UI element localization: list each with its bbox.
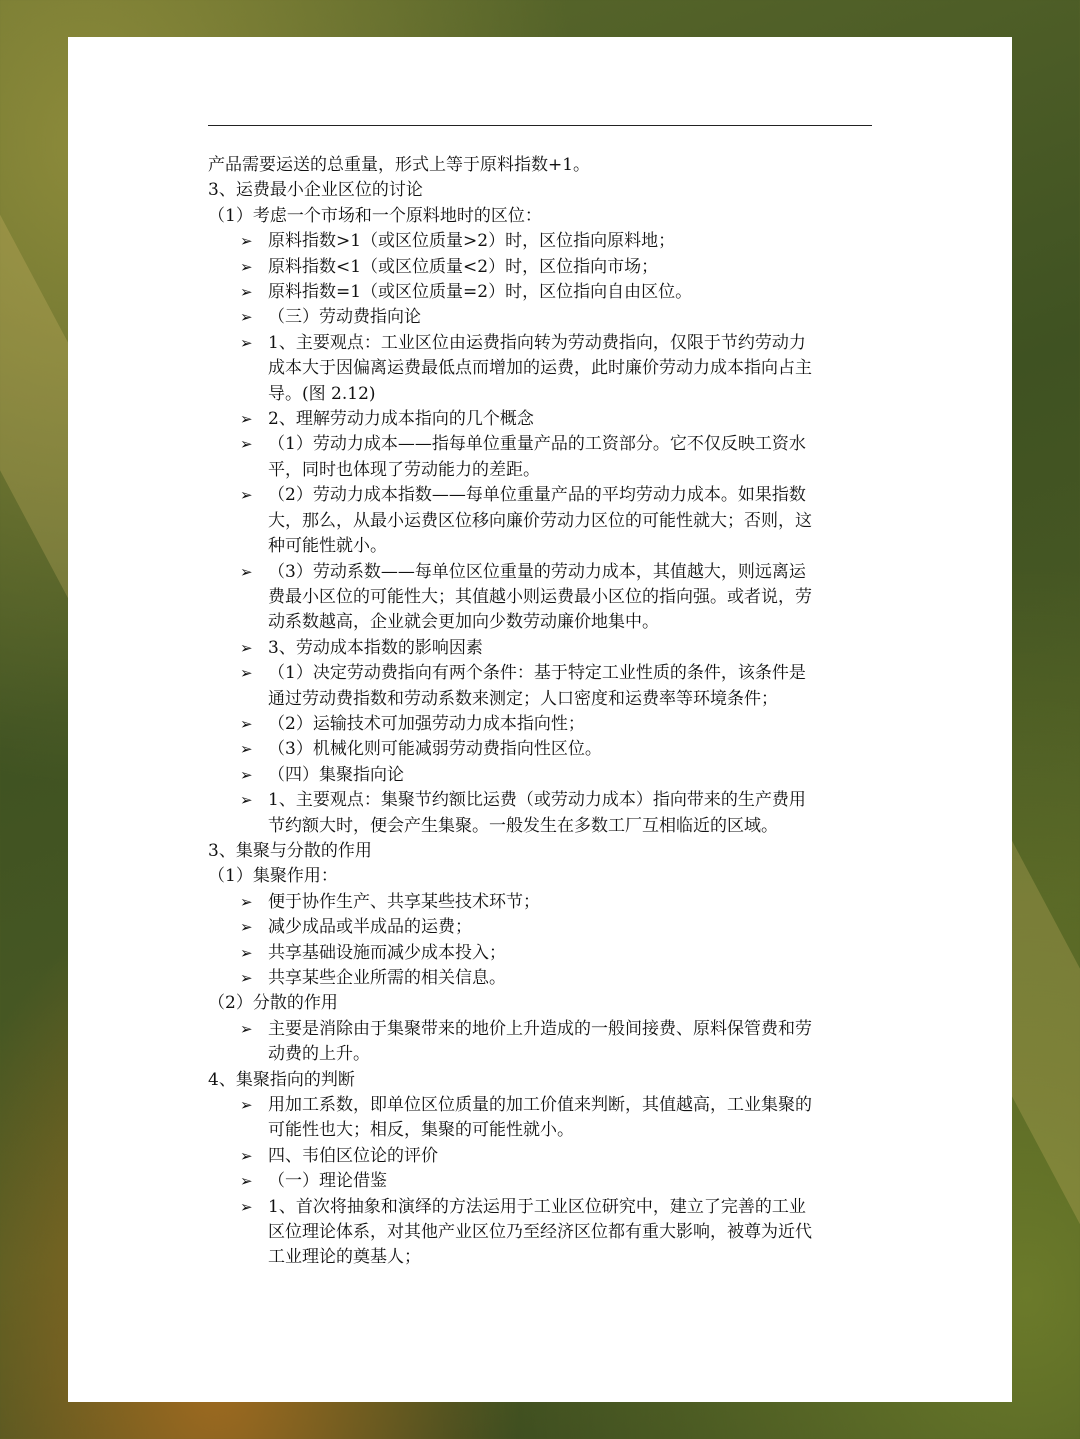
bullet-text: 可能性也大；相反，集聚的可能性就小。: [268, 1120, 574, 1141]
arrow-bullet-icon: ➢: [240, 1172, 253, 1191]
arrow-bullet-icon: ➢: [240, 740, 253, 759]
bullet-text: 共享基础设施而减少成本投入；: [268, 942, 506, 963]
bullet-text: （1）决定劳动费指向有两个条件：基于特定工业性质的条件，该条件是: [268, 663, 806, 684]
bullet-item: [208, 432, 872, 483]
text-line: 产品需要运送的总重量，形式上等于原料指数+1。: [208, 155, 591, 175]
bullet-text: （三）劳动费指向论: [268, 307, 421, 328]
bullet-item: [208, 661, 872, 712]
text-line: （1）集聚作用：: [208, 866, 338, 887]
arrow-bullet-icon: ➢: [240, 1096, 253, 1115]
arrow-bullet-icon: ➢: [240, 638, 253, 657]
bullet-text: 原料指数<1（或区位质量<2）时，区位指向市场；: [268, 256, 659, 277]
text-line: 3、集聚与分散的作用: [208, 840, 372, 861]
bullet-text: （一）理论借鉴: [268, 1171, 387, 1192]
arrow-bullet-icon: ➢: [240, 283, 253, 302]
bullet-text: 区位理论体系，对其他产业区位乃至经济区位都有重大影响，被尊为近代: [268, 1222, 812, 1243]
bullet-text: 3、劳动成本指数的影响因素: [268, 637, 483, 658]
bullet-text: （3）机械化则可能减弱劳动费指向性区位。: [268, 739, 602, 760]
bullet-item: [208, 915, 872, 940]
arrow-bullet-icon: ➢: [240, 257, 253, 276]
arrow-bullet-icon: ➢: [240, 1197, 253, 1216]
bullet-text: 便于协作生产、共享某些技术环节；: [268, 891, 540, 912]
text-line: （1）考虑一个市场和一个原料地时的区位：: [208, 205, 542, 226]
bullet-item: [208, 788, 872, 839]
bullet-text: 1、主要观点：集聚节约额比运费（或劳动力成本）指向带来的生产费用: [268, 790, 806, 811]
arrow-bullet-icon: ➢: [240, 969, 253, 987]
bullet-text: 平，同时也体现了劳动能力的差距。: [268, 459, 540, 480]
arrow-bullet-icon: ➢: [240, 1146, 253, 1165]
bullet-text: 成本大于因偏离运费最低点而增加的运费，此时廉价劳动力成本指向占主: [268, 358, 812, 379]
bullet-item: [208, 737, 872, 762]
bullet-text: 动费的上升。: [268, 1044, 370, 1065]
bullet-item: [208, 763, 872, 788]
bullet-text: 原料指数=1（或区位质量=2）时，区位指向自由区位。: [268, 282, 693, 303]
bullet-item: [208, 1144, 872, 1169]
bullet-text: 节约额大时，便会产生集聚。一般发生在多数工厂互相临近的区域。: [268, 815, 778, 836]
bullet-text: 通过劳动费指数和劳动系数来测定；人口密度和运费率等环境条件；: [268, 688, 778, 709]
bullet-item: [208, 560, 872, 636]
arrow-bullet-icon: ➢: [240, 562, 253, 581]
bullet-text: 大，那么，从最小运费区位移向廉价劳动力区位的可能性就大；否则，这: [268, 510, 812, 531]
header-rule: [208, 125, 872, 126]
bullet-item: [208, 331, 872, 407]
arrow-bullet-icon: ➢: [240, 943, 253, 962]
arrow-bullet-icon: ➢: [240, 410, 253, 429]
bullet-item: [208, 483, 872, 559]
document-page: [68, 37, 1012, 1402]
bullet-item: [208, 966, 872, 991]
text-line: 4、集聚指向的判断: [208, 1069, 355, 1090]
bullet-item: [208, 1017, 872, 1068]
bullet-text: 主要是消除由于集聚带来的地价上升造成的一般间接费、原料保管费和劳: [268, 1018, 812, 1039]
bullet-text: 1、主要观点：工业区位由运费指向转为劳动费指向，仅限于节约劳动力: [268, 332, 806, 353]
arrow-bullet-icon: ➢: [240, 435, 253, 454]
text-line: （2）分散的作用: [208, 993, 338, 1014]
bullet-text: 原料指数>1（或区位质量>2）时，区位指向原料地；: [268, 231, 676, 252]
arrow-bullet-icon: ➢: [240, 308, 253, 327]
arrow-bullet-icon: ➢: [240, 714, 253, 733]
arrow-bullet-icon: ➢: [240, 765, 253, 784]
bullet-text: （1）劳动力成本——指每单位重量产品的工资部分。它不仅反映工资水: [268, 434, 806, 455]
bullet-item: [208, 280, 872, 305]
bullet-text: 导。(图 2.12): [268, 383, 376, 404]
bullet-text: 四、韦伯区位论的评价: [268, 1145, 438, 1166]
arrow-bullet-icon: ➢: [240, 918, 253, 937]
bullet-item: [208, 305, 872, 330]
arrow-bullet-icon: ➢: [240, 333, 253, 352]
bullet-item: [208, 407, 872, 432]
bullet-text: 用加工系数，即单位区位质量的加工价值来判断，其值越高，工业集聚的: [268, 1095, 812, 1116]
bullet-item: [208, 1093, 872, 1144]
bullet-item: [208, 941, 872, 966]
text-line: 3、运费最小企业区位的讨论: [208, 180, 423, 201]
bullet-text: （3）劳动系数——每单位区位重量的劳动力成本，其值越大，则远离运: [268, 561, 806, 582]
bullet-text: 动系数越高，企业就会更加向少数劳动廉价地集中。: [268, 612, 659, 633]
bullet-text: 2、理解劳动力成本指向的几个概念: [268, 409, 534, 430]
arrow-bullet-icon: ➢: [240, 791, 253, 810]
bullet-item: [208, 712, 872, 737]
arrow-bullet-icon: ➢: [240, 486, 253, 505]
arrow-bullet-icon: ➢: [240, 1019, 253, 1038]
bullet-text: （四）集聚指向论: [268, 764, 404, 785]
arrow-bullet-icon: ➢: [240, 664, 253, 683]
bullet-item: [208, 1169, 872, 1194]
arrow-bullet-icon: ➢: [240, 232, 253, 251]
bullet-item: [208, 890, 872, 915]
bullet-item: [208, 229, 872, 254]
bullet-text: 减少成品或半成品的运费；: [268, 917, 472, 938]
bullet-text: （2）劳动力成本指数——每单位重量产品的平均劳动力成本。如果指数: [268, 485, 806, 506]
document-body: [208, 153, 872, 1271]
bullet-text: 费最小区位的可能性大；其值越小则运费最小区位的指向强。或者说，劳: [268, 586, 812, 607]
bullet-text: 工业理论的奠基人；: [268, 1247, 421, 1268]
arrow-bullet-icon: ➢: [240, 892, 253, 911]
bullet-text: 1、首次将抽象和演绎的方法运用于工业区位研究中，建立了完善的工业: [268, 1196, 806, 1217]
bullet-item: [208, 255, 872, 280]
bullet-text: （2）运输技术可加强劳动力成本指向性；: [268, 713, 585, 734]
bullet-text: 共享某些企业所需的相关信息。: [268, 968, 506, 988]
bullet-item: [208, 636, 872, 661]
bullet-text: 种可能性就小。: [268, 536, 387, 557]
bullet-item: [208, 1195, 872, 1271]
